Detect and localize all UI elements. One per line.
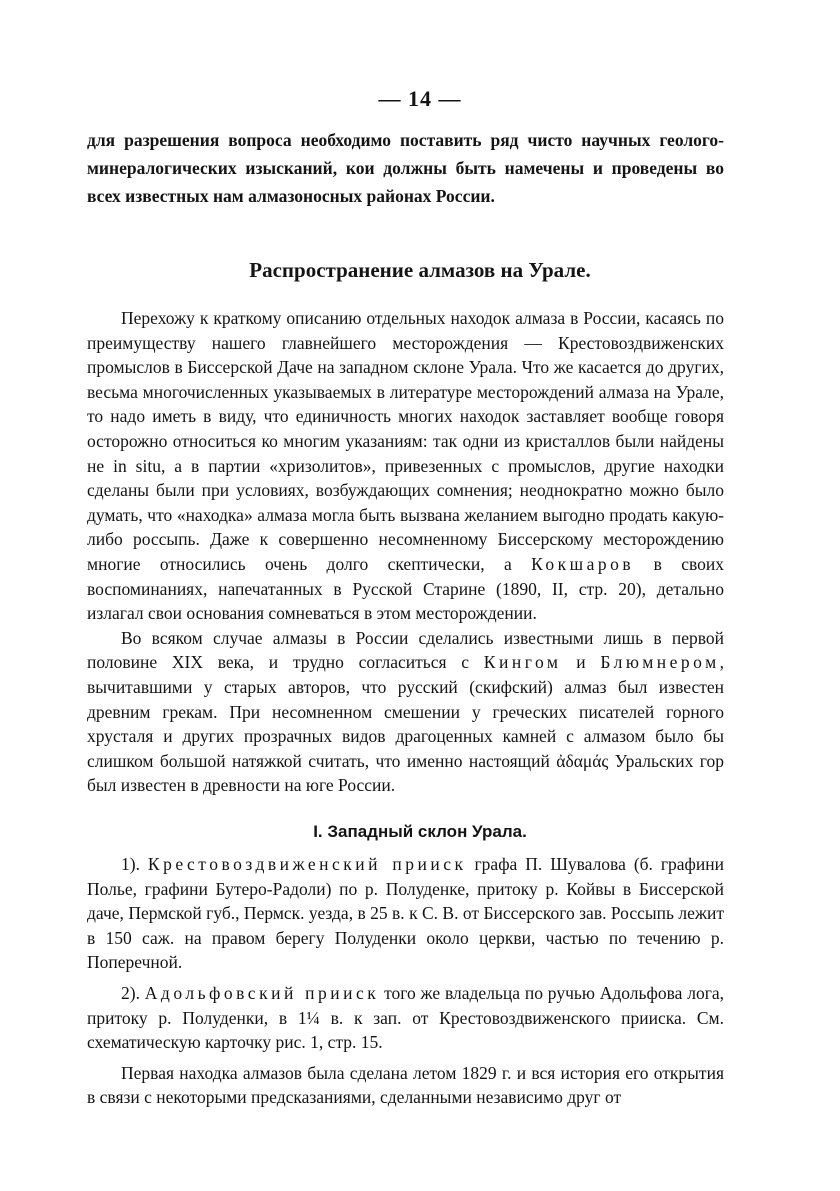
section-title: Распространение алмазов на Урале.: [249, 258, 591, 282]
item-text: (б. графини Полье, графини Бутеро-Радоли) по р. Полуденке, притоку р. Койвы в Биссерской даче, Пермской губ., Пермск. уезда, в 25 в. к С. В. от Биссерского зав. Россыпь лежит в 150 саж. на правом берегу Полуденки около церкви, частью по течению р. Поперечной.: [87, 854, 724, 973]
item-text: того же владельца по ручью Адольфова лога, притоку р. Полуденки, в 1¼ в. к зап. от Крестовоздвиженского прииска. См. схематическую карточку рис. 1, стр. 15.: [87, 982, 725, 1053]
subsection-title: I. Западный склон Урала.: [313, 822, 527, 841]
section-body: [87, 306, 724, 798]
paragraph-text: Уральских гор был известен в древности на юге России.: [87, 750, 725, 796]
mine-name: Крестовоздвиженский прииск: [147, 854, 467, 874]
list-item: [87, 981, 724, 1055]
owner-text: графа П. Шувалова: [474, 854, 626, 874]
paragraph-text: Во всяком случае алмазы в России сделались известными лишь в первой половине XIX века, и трудно согласиться с: [87, 627, 724, 673]
lead-paragraph: [87, 126, 724, 210]
subsection-body: [87, 852, 724, 1110]
paragraph: [87, 626, 724, 798]
lead-text: для разрешения вопроса необходимо поставить ряд чисто научных геолого-минералогических изысканий, кои должны быть намечены и проведены во всех известных нам алмазоносных районах России.: [87, 130, 724, 206]
author-name: Блюмнером: [600, 652, 720, 673]
item-label: 1).: [121, 854, 140, 874]
greek-word: ἀδαμάς: [556, 750, 609, 771]
author-name: Кингом: [483, 652, 562, 673]
author-name: Кокшаров: [531, 553, 635, 574]
list-item: [87, 852, 724, 975]
paragraph-text: в своих воспоминаниях, напечатанных в Русской Старине (1890, II, стр. 20), детально излагал свои основания сомневаться в этом месторождении.: [87, 553, 724, 624]
page-number: — 14 —: [378, 86, 462, 111]
item-label: 2).: [121, 982, 140, 1003]
paragraph: Первая находка алмазов была сделана летом 1829 г. и вся история его открытия в связи с некоторыми предсказаниями, сделанными независимо друг от: [87, 1062, 724, 1108]
paragraph-text: и: [576, 652, 586, 673]
paragraph-text: Перехожу к краткому описанию отдельных находок алмаза в России, касаясь по преимуществу нашего главнейшего месторождения — Крестовоздвиженских промыслов в Биссерской Даче на западном склоне Урала. Что же касается до других, весьма многочисленных указываемых в литературе месторождений алмаза на Урале, то надо иметь в виду, что единичность многих находок заставляет вообще говоря осторожно относиться ко многим указаниям: так одни из кристаллов были найдены не in situ, а в партии «хризолитов», привезенных с промыслов, другие находки сделаны были при условиях, возбуждающих сомнения; неоднократно можно было думать, что «находка» алмаза могла быть вызвана желанием выгодно продать какую-либо россыпь. Даже к совершенно несомненному Биссерскому месторождению многие относились очень долго скептически, а: [87, 308, 724, 574]
mine-name: Адольфовский прииск: [144, 982, 380, 1003]
paragraph-text: , вычитавшими у старых авторов, что русский (скифский) алмаз был известен древним грекам. При несомненном смешении у греческих писателей горного хрусталя и других прозрачных видов драгоценных камней с алмазом было бы слишком большой натяжкой считать, что именно настоящий: [87, 652, 725, 771]
paragraph: [87, 306, 724, 626]
